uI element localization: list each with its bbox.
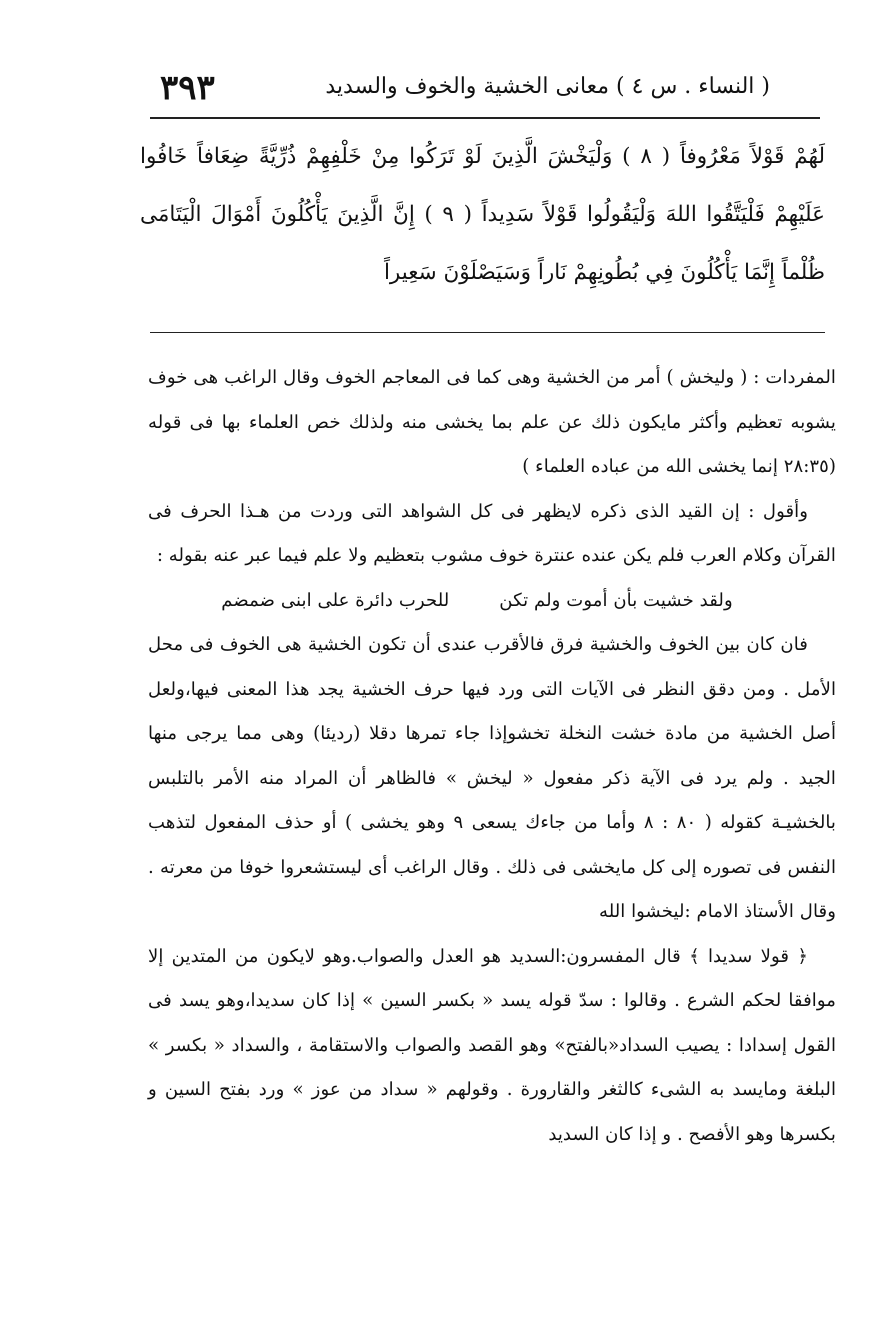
paragraph-khashya: فان كان بين الخوف والخشية فرق فالأقرب عندى أن تكون الخشية هى الخوف فى محل الأمل . ومن دقق النظر فى الآيات التى ورد فيها حرف الخشية يجد هذا المعنى فيها،ولعل أصل الخشية من مادة خشت النخلة تخشوإذا جاء تمرها دقلا (رديئا) وهى مما يرجى منها الجيد . ولم يرد فى الآية ذكر مفعول « ليخش » فالظاهر أن المراد منه الأمر بالتلبس بالخشيـة كقوله ( ٨٠ : ٨ وأما من جاءك يسعى ٩ وهو يخشى ) أو حذف المفعول لتذهب النفس فى تصوره إلى كل مايخشى فى ذلك . وقال الراغب أى ليستشعروا خوفا من معرته . وقال الأستاذ الامام :ليخشوا الله [148,634,836,922]
poem-hemistich-2: للحرب دائرة على ابنى ضمضم [221,589,450,611]
paragraph-sadid: ﴿ قولا سديدا ﴾ قال المفسرون:السديد هو العدل والصواب.وهو لايكون من المتدين إلا موافقا لحكم الشرع . وقالوا : سدّ قوله يسد « بكسر السين » إذا كان سديدا،وهو يسد فى القول إسدادا : يصيب السداد«بالفتح» وهو القصد والصواب والاستقامة ، والسداد « بكسر » البلغة ومايسد به الشىء كالثغر والقارورة . وقولهم « سداد من عوز » ورد بفتح السين و بكسرها وهو الأفصح . و إذا كان السديد [148,945,836,1145]
verse-divider [150,332,825,333]
commentary [148,356,836,1157]
paragraph-author-comment: وأقول : إن القيد الذى ذكره لايظهر فى كل الشواهد التى وردت من هـذا الحرف فى القرآن وكلام العرب فلم يكن عنده عنترة خوف مشوب بتعظيم ولا علم فيما عبر عنه بقوله : [148,500,836,566]
paragraph-vocabulary: المفردات : ( وليخش ) أمر من الخشية وهى كما فى المعاجم الخوف وقال الراغب هى خوف يشوبه تعظيم وأكثر مايكون ذلك عن علم بما يخشى منه ولذلك خص العلماء بها فى قوله (٢٨:٣٥ إنما يخشى الله من عباده العلماء ) [148,367,836,477]
quran-verse: لَهُمْ قَوْلاً مَعْرُوفاً ( ٨ ) وَلْيَخْشَ الَّذِينَ لَوْ تَرَكُوا مِنْ خَلْفِهِمْ ذُرِّيَّةً ضِعَافاً خَافُوا عَلَيْهِمْ فَلْيَتَّقُوا اللهَ وَلْيَقُولُوا قَوْلاً سَدِيداً ( ٩ ) إِنَّ الَّذِينَ يَأْكُلُونَ أَمْوَالَ الْيَتَامَى ظُلْماً إِنَّمَا يَأْكُلُونَ فِي بُطُونِهِمْ نَاراً وَسَيَصْلَوْنَ سَعِيراً [140,144,825,285]
poem-hemistich-1: ولقد خشيت بأن أموت ولم تكن [499,589,733,611]
poem-verse [148,579,836,624]
header-rule [150,117,820,119]
running-header [150,70,770,114]
page-number: ٣٩٣ [160,68,215,108]
header-title: ( النساء . س ٤ ) معانى الخشية والخوف والسديد [325,74,770,99]
